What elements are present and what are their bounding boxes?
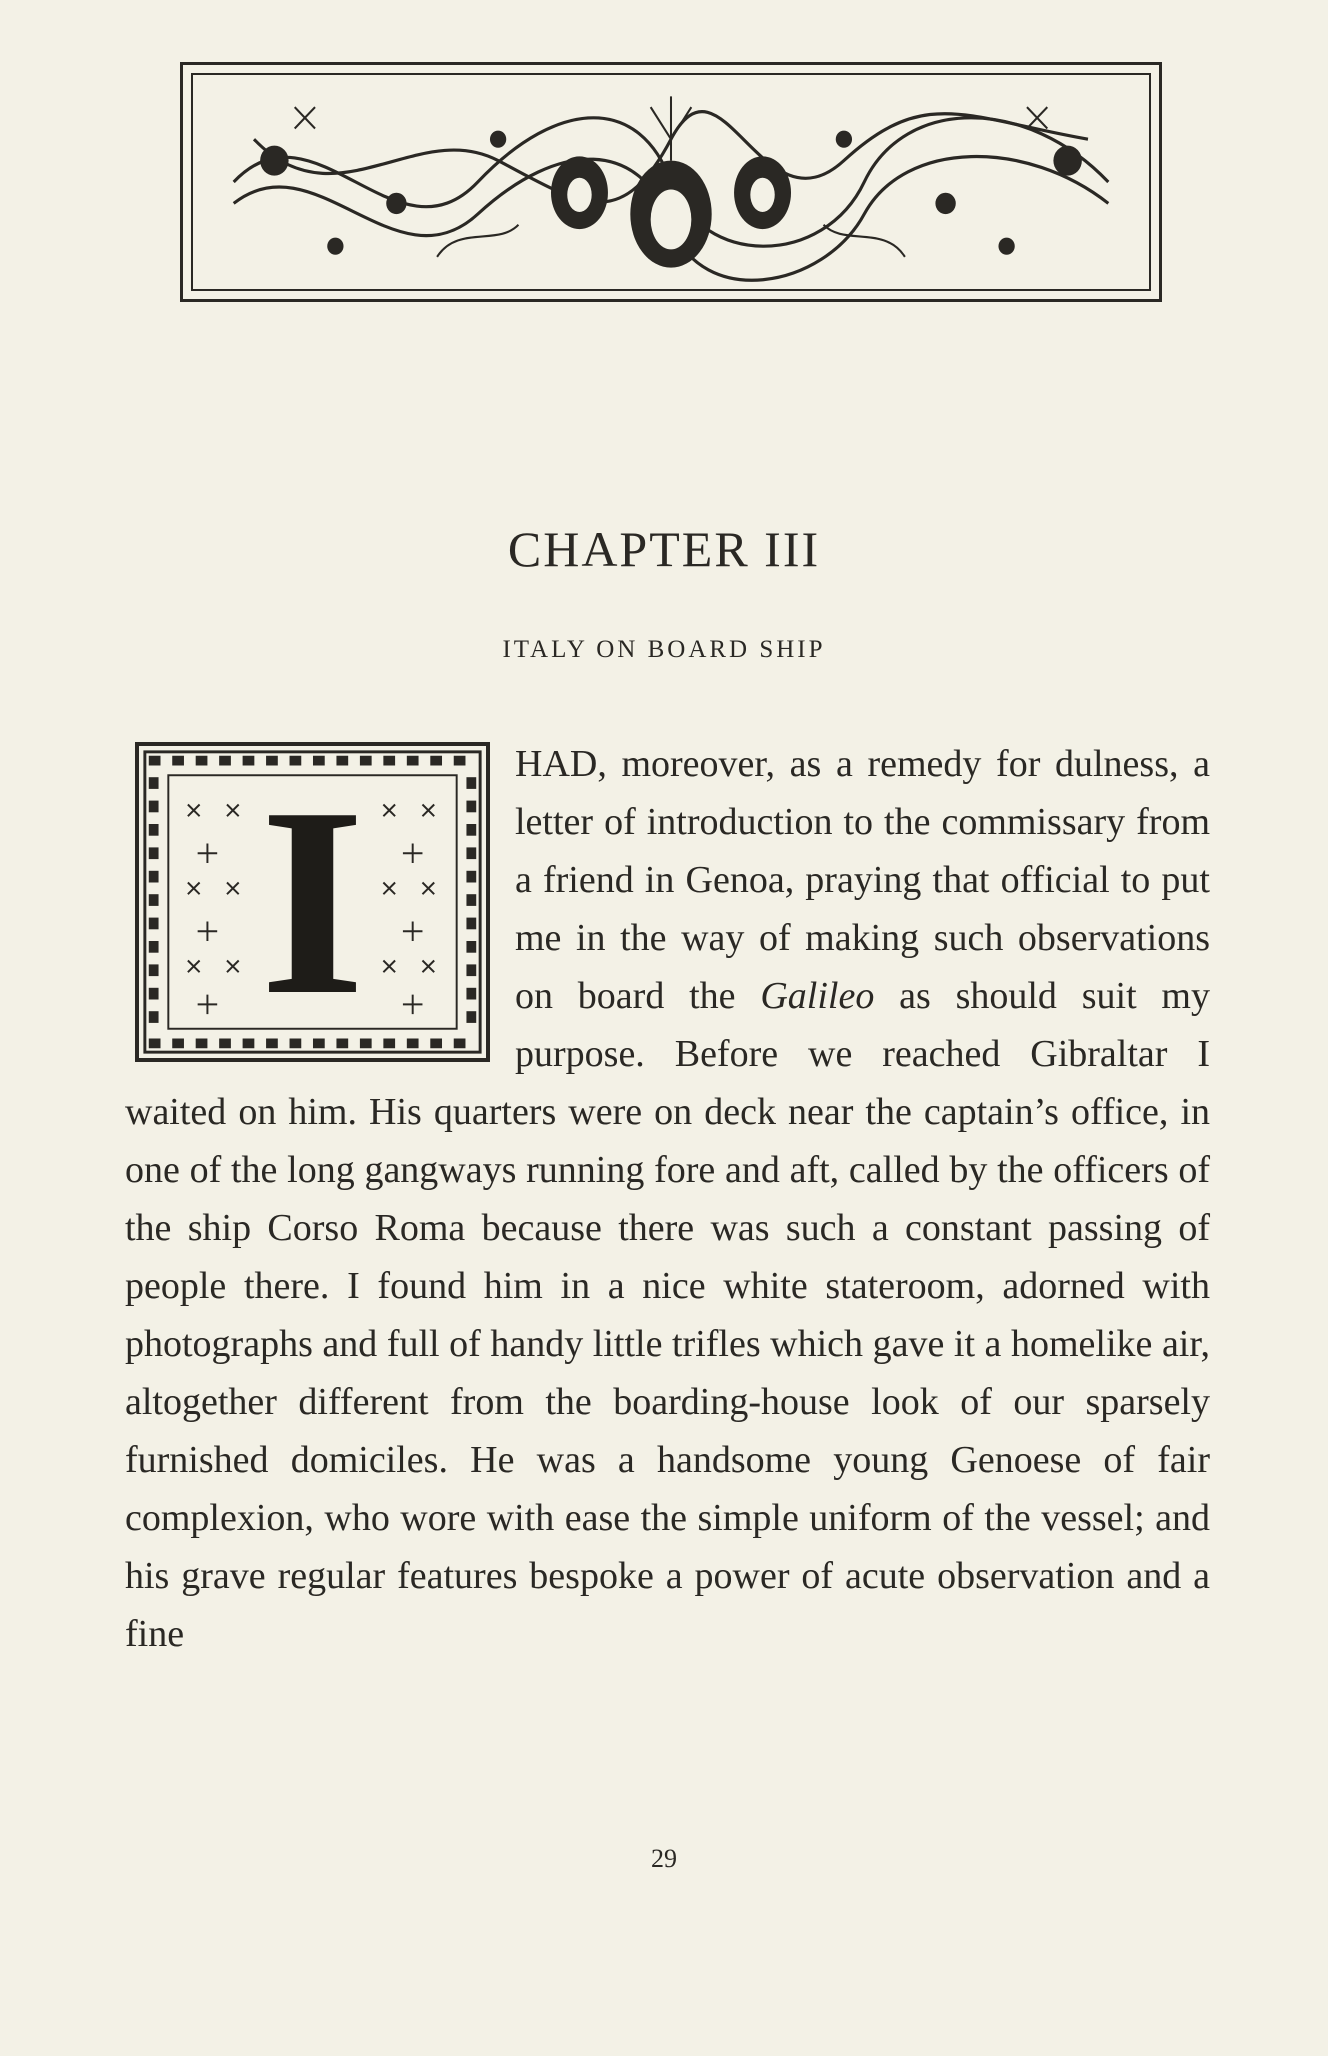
page-number: 29 <box>651 1844 677 1873</box>
chapter-title: CHAPTER III <box>507 521 821 577</box>
dropcap-letter: I <box>259 752 366 1051</box>
chapter-subtitle: ITALY ON BOARD SHIP <box>502 636 826 663</box>
ship-name: Galileo <box>760 975 875 1017</box>
decorative-initial <box>135 742 490 1062</box>
floral-ornament-icon <box>193 75 1149 289</box>
paragraph-lead: HAD, moreover, as a remedy for dulness, a letter of introduction to the commissary from a friend in Genoa, praying that official to put me in the way of making such observations on board the <box>515 743 1210 1017</box>
ornamental-headpiece <box>180 62 1162 302</box>
paragraph-rest: as should suit my purpose. Before we reached Gibraltar I waited on him. His quarters were on deck near the captain’s office, in one of the long gangways running fore and aft, called by the officers of the ship Corso Roma because there was such a constant passing of people there. I found him in a nice white stateroom, adorned with photographs and full of handy little trifles which gave it a homelike air, altogether different from the boarding-house look of our sparsely furnished domiciles. He was a handsome young Genoese of fair complexion, who wore with ease the simple uniform of the vessel; and his grave regular features bespoke a power of acute observation and a fine <box>125 975 1210 1655</box>
